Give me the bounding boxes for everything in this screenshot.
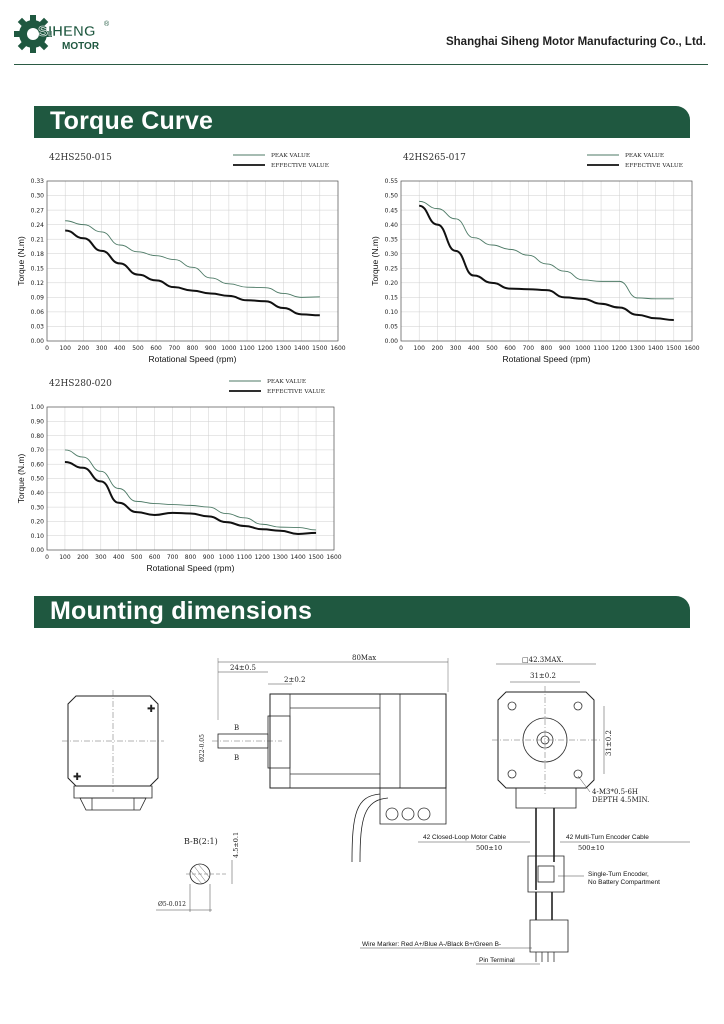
x-tick-label: 0 [399,345,403,352]
label-encoder-cable-length: 500±10 [578,844,605,852]
y-tick-label: 0.10 [384,309,398,317]
y-tick-label: 0.24 [30,221,44,229]
chart-title: 42HS250-015 [49,153,112,163]
y-tick-label: 0.21 [30,236,44,244]
logo-registered: ® [104,21,110,28]
x-axis-label: Rotational Speed (rpm) [148,354,237,364]
label-motor-cable-length: 500±10 [476,844,503,852]
mount-hole-icon: ✚ [73,772,82,783]
y-tick-label: 0.12 [30,280,44,288]
section-title: Mounting dimensions [50,597,313,625]
logo-sub: MOTOR [62,41,100,52]
dim-depth: DEPTH 4.5MIN. [592,796,650,804]
y-tick-label: 0.50 [384,192,398,200]
y-tick-label: 0.45 [384,207,398,215]
section-mark-b: B [234,754,240,762]
label-encoder-note-1: Single-Turn Encoder, [588,871,649,878]
section-title-bb: B-B(2:1) [184,837,218,846]
label-encoder-cable: 42 Multi-Turn Encoder Cable [566,834,649,841]
siheng-logo [14,12,124,56]
y-tick-label: 1.00 [30,404,44,412]
section-bb [156,832,240,912]
chart-svg [10,146,350,376]
x-tick-label: 600 [150,345,162,352]
y-tick-label: 0.70 [30,447,44,455]
x-tick-label: 400 [468,345,480,352]
x-tick-label: 200 [77,554,89,561]
label-pin-terminal: Pin Terminal [479,957,515,964]
section-title: Torque Curve [50,107,214,135]
y-tick-label: 0.40 [30,490,44,497]
torque-chart-2 [364,146,704,376]
y-tick-label: 0.40 [384,221,398,229]
x-tick-label: 1600 [326,554,342,561]
legend-label: PEAK VALUE [267,379,307,385]
front-view [492,656,649,962]
logo-text: SIHENG [38,23,96,40]
y-tick-label: 0.20 [384,280,398,288]
x-tick-label: 1400 [290,554,306,561]
x-tick-label: 1000 [221,345,237,352]
label-encoder-note-2: No Battery Compartment [588,879,660,886]
y-tick-label: 0.09 [30,294,44,302]
x-tick-label: 1500 [666,345,682,352]
x-tick-label: 400 [114,345,126,352]
x-tick-label: 1600 [684,345,700,352]
chart-svg [10,372,350,587]
chart-title: 42HS265-017 [403,153,466,163]
x-tick-label: 300 [95,554,107,561]
x-tick-label: 1100 [236,554,252,561]
y-tick-label: 0.00 [30,547,44,555]
x-tick-label: 1200 [254,554,270,561]
x-tick-label: 500 [132,345,144,352]
callouts [360,834,690,964]
dim-24: 24±0.5 [230,664,256,672]
y-tick-label: 0.30 [384,250,398,258]
y-tick-label: 0.15 [30,265,44,273]
x-tick-label: 900 [204,345,217,352]
x-tick-label: 1300 [272,554,288,561]
x-tick-label: 1200 [257,345,273,352]
mounting-drawing [0,630,724,970]
x-tick-label: 100 [59,345,71,352]
y-axis-label: Torque (N.m) [16,236,26,286]
y-tick-label: 0.33 [30,178,44,186]
chart-title: 42HS280-020 [49,379,112,389]
legend-label: EFFECTIVE VALUE [271,163,329,169]
torque-chart-3 [10,372,350,587]
y-tick-label: 0.10 [30,532,44,540]
legend-label: PEAK VALUE [625,153,665,159]
side-view [199,654,448,862]
dim-2: 2±0.2 [284,676,306,684]
x-tick-label: 1400 [293,345,310,352]
y-tick-label: 0.55 [384,178,398,186]
x-tick-label: 600 [148,554,161,561]
chart-svg [364,146,704,376]
y-tick-label: 0.30 [30,504,44,512]
y-tick-label: 0.90 [30,418,44,426]
y-tick-label: 0.03 [30,323,44,331]
y-tick-label: 0.20 [30,518,44,526]
legend-label: PEAK VALUE [271,153,311,159]
x-tick-label: 700 [166,554,179,561]
x-tick-label: 200 [431,345,444,352]
dim-pitch-v: 31±0.2 [605,730,613,756]
torque-curve-banner [34,106,690,138]
y-tick-label: 0.00 [384,338,398,346]
legend-label: EFFECTIVE VALUE [267,389,325,395]
x-tick-label: 100 [59,554,71,561]
y-tick-label: 0.18 [30,250,44,258]
x-tick-label: 1300 [275,345,292,352]
x-tick-label: 1200 [611,345,627,352]
y-tick-label: 0.15 [384,294,398,302]
x-tick-label: 800 [184,554,197,561]
x-tick-label: 1500 [312,345,328,352]
x-tick-label: 200 [77,345,90,352]
header-divider [14,64,708,65]
x-tick-label: 0 [45,554,49,561]
mounting-dimensions-banner [34,596,690,628]
x-tick-label: 800 [186,345,199,352]
y-tick-label: 0.25 [384,265,398,273]
section-mark-b: B [234,724,240,732]
x-tick-label: 500 [130,554,143,561]
x-tick-label: 1100 [239,345,255,352]
x-tick-label: 0 [45,345,49,352]
x-tick-label: 1400 [647,345,664,352]
y-axis-label: Torque (N.m) [370,236,380,286]
dim-pitch-h: 31±0.2 [530,672,556,680]
dim-section-5: Ø5-0.012 [158,901,186,908]
label-wire-marker: Wire Marker: Red A+/Blue A-/Black B+/Green B- [362,941,502,948]
y-tick-label: 0.60 [30,461,44,469]
y-tick-label: 0.35 [384,236,398,244]
x-tick-label: 900 [202,554,215,561]
y-tick-label: 0.80 [30,432,44,440]
dim-section-4-5: 4.5±0.1 [232,831,240,858]
x-tick-label: 1500 [308,554,324,561]
x-tick-label: 300 [449,345,462,352]
x-tick-label: 100 [413,345,425,352]
x-tick-label: 400 [113,554,125,561]
x-tick-label: 700 [168,345,181,352]
x-tick-label: 1000 [218,554,235,561]
page-header [0,0,724,66]
dim-shaft-diameter: Ø22-0.05 [199,734,206,762]
x-tick-label: 600 [504,345,516,352]
torque-chart-1 [10,146,350,376]
x-tick-label: 700 [522,345,535,352]
x-tick-label: 1100 [593,345,609,352]
x-tick-label: 900 [558,345,571,352]
x-tick-label: 1000 [575,345,591,352]
x-axis-label: Rotational Speed (rpm) [502,354,591,364]
y-tick-label: 0.50 [30,475,44,483]
y-axis-label: Torque (N.m) [16,453,26,504]
legend-label: EFFECTIVE VALUE [625,163,683,169]
dim-holes: 4-M3*0.5-6H [592,788,638,796]
y-tick-label: 0.06 [30,309,44,317]
label-motor-cable: 42 Closed-Loop Motor Cable [423,834,507,841]
x-tick-label: 500 [486,345,498,352]
x-tick-label: 1300 [629,345,646,352]
y-tick-label: 0.30 [30,192,44,200]
x-axis-label: Rotational Speed (rpm) [146,563,235,573]
x-tick-label: 1600 [330,345,346,352]
dim-square: □42.3MAX. [522,656,564,664]
y-tick-label: 0.27 [30,207,44,215]
y-tick-label: 0.05 [384,323,398,331]
dim-80max: 80Max [352,654,377,662]
y-tick-label: 0.00 [30,338,44,346]
mount-hole-icon: ✚ [147,704,156,715]
rear-view [62,690,164,810]
company-name: Shanghai Siheng Motor Manufacturing Co., Ltd. [445,36,706,48]
x-tick-label: 800 [540,345,553,352]
x-tick-label: 300 [95,345,108,352]
